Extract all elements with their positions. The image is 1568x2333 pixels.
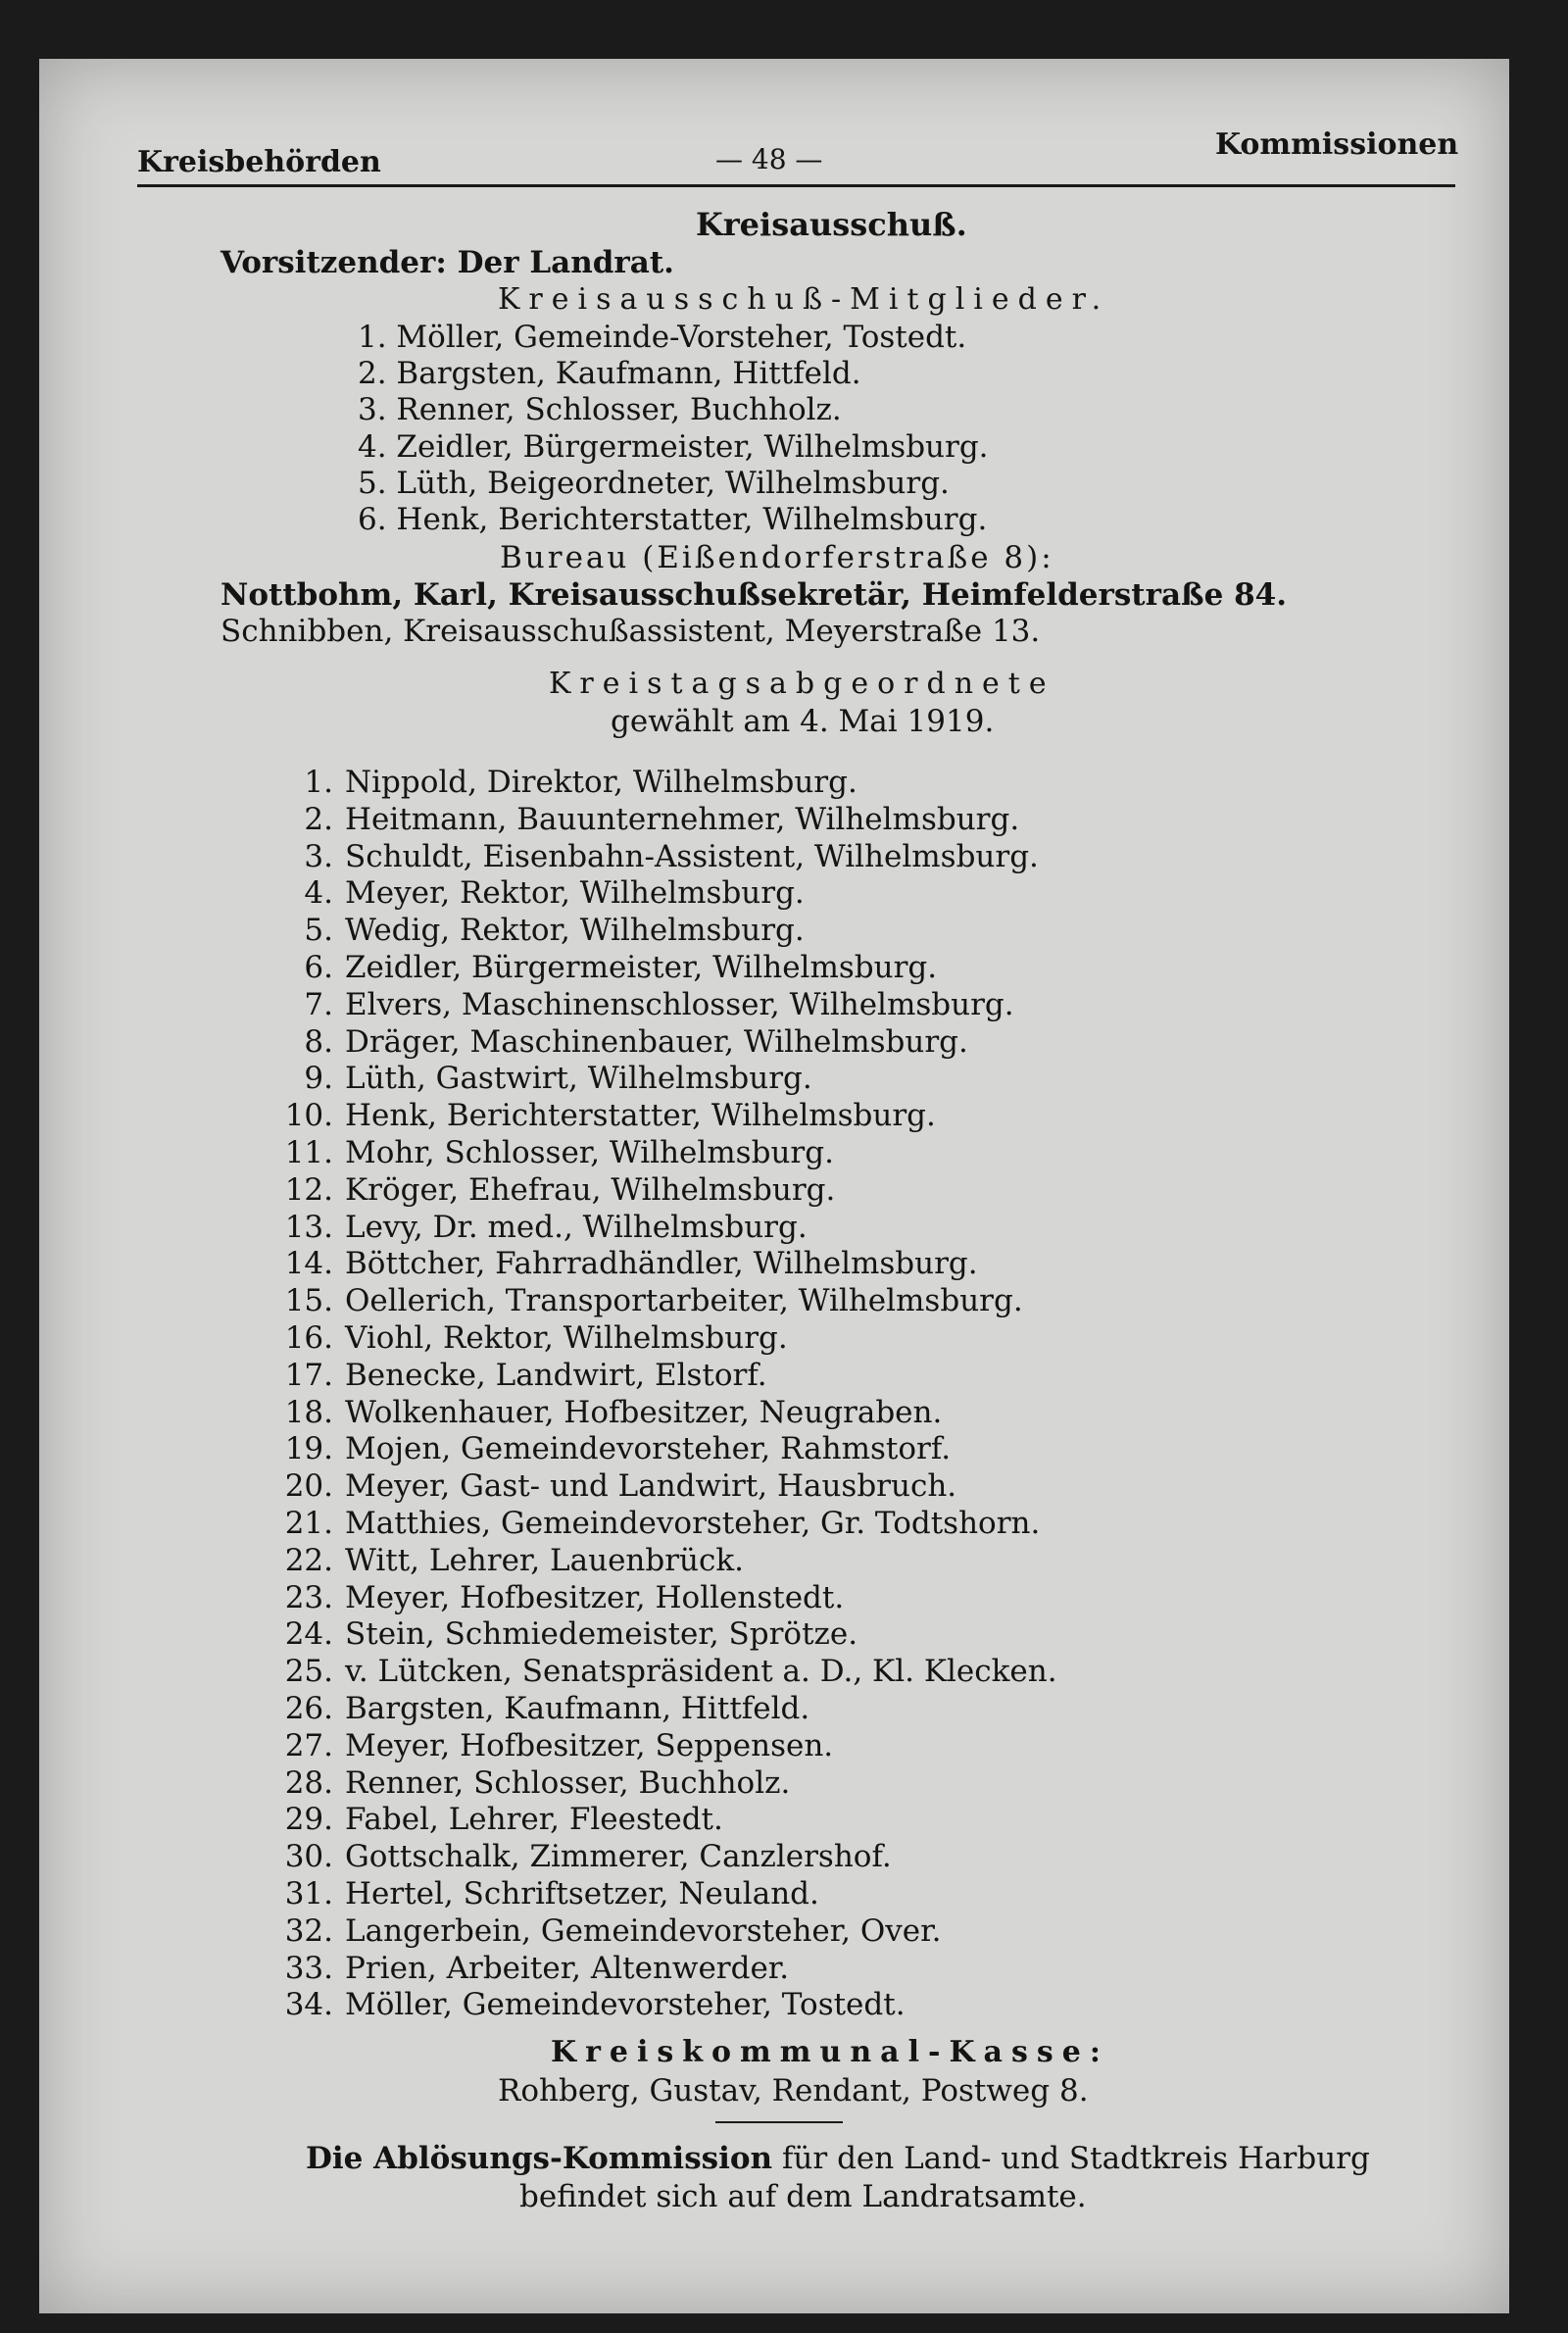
kreistag-member-row <box>267 1431 951 1466</box>
member-entry: Viohl, Rektor, Wilhelmsburg. <box>345 1320 788 1356</box>
member-number: 25. <box>284 1654 333 1690</box>
member-number: 14. <box>284 1246 333 1282</box>
footer-line-1 <box>306 2141 1370 2176</box>
kreistag-member-row <box>267 987 1014 1022</box>
member-number: 28. <box>284 1764 333 1801</box>
member-number: 16. <box>284 1320 333 1356</box>
kreistag-member-row <box>267 1395 942 1430</box>
member-entry: Dräger, Maschinenbauer, Wilhelmsburg. <box>345 1023 968 1060</box>
page-number: — 48 — <box>715 143 823 175</box>
kreistag-member-row <box>267 1765 790 1801</box>
member-entry: Zeidler, Bürgermeister, Wilhelmsburg. <box>345 950 938 985</box>
member-entry: Wolkenhauer, Hofbesitzer, Neugraben. <box>345 1394 943 1430</box>
member-entry: Meyer, Hofbesitzer, Seppensen. <box>345 1727 834 1763</box>
kreistag-member-list <box>267 765 1247 2039</box>
member-number: 6. <box>304 950 333 985</box>
member-entry: Mohr, Schlosser, Wilhelmsburg. <box>345 1135 834 1170</box>
member-number: 9. <box>304 1061 333 1097</box>
kreistag-member-row <box>267 1468 956 1504</box>
member-number: 11. <box>284 1135 333 1170</box>
kreistag-member-row <box>267 950 937 985</box>
member-number: 32. <box>284 1912 333 1949</box>
kreistag-member-row <box>267 1506 1040 1541</box>
running-head-left: Kreisbehörden <box>137 145 381 179</box>
member-line: 6. Henk, Berichterstatter, Wilhelmsburg. <box>358 502 988 537</box>
member-number: 27. <box>284 1727 333 1763</box>
member-entry: Henk, Berichterstatter, Wilhelmsburg. <box>345 1098 936 1134</box>
member-number: 19. <box>284 1431 333 1467</box>
bureau-title: Bureau (Eißendorferstraße 8): <box>500 540 1054 575</box>
kreistag-member-row <box>267 1210 808 1245</box>
kreistag-member-row <box>267 1654 1057 1689</box>
commission-name: Die Ablösungs-Kommission <box>306 2141 773 2176</box>
member-number: 29. <box>284 1802 333 1838</box>
kasse-line: Rohberg, Gustav, Rendant, Postweg 8. <box>498 2073 1089 2109</box>
member-number: 31. <box>284 1876 333 1911</box>
member-entry: Oellerich, Transportarbeiter, Wilhelmsburg. <box>345 1283 1023 1319</box>
member-number: 18. <box>284 1394 333 1430</box>
member-number: 12. <box>284 1171 333 1208</box>
kreistag-member-row <box>267 1728 833 1763</box>
member-number: 26. <box>284 1691 333 1726</box>
member-number: 15. <box>284 1283 333 1319</box>
member-entry: Witt, Lehrer, Lauenbrück. <box>345 1542 745 1578</box>
kreistag-member-row <box>267 913 805 948</box>
member-entry: Lüth, Gastwirt, Wilhelmsburg. <box>345 1061 812 1097</box>
member-entry: Renner, Schlosser, Buchholz. <box>345 1764 791 1801</box>
member-number: 24. <box>284 1616 333 1653</box>
member-number: 3. <box>304 838 333 874</box>
member-entry: Schuldt, Eisenbahn-Assistent, Wilhelmsburg. <box>345 838 1039 874</box>
member-entry: Böttcher, Fahrradhändler, Wilhelmsburg. <box>345 1246 978 1282</box>
member-line: 4. Zeidler, Bürgermeister, Wilhelmsburg. <box>358 429 989 465</box>
member-entry: Prien, Arbeiter, Altenwerder. <box>345 1950 790 1986</box>
kreistag-title: Kreistagsabgeordnete <box>549 667 1055 701</box>
member-entry: Wedig, Rektor, Wilhelmsburg. <box>345 913 805 949</box>
member-number: 4. <box>304 875 333 912</box>
separator-rule <box>715 2121 843 2123</box>
kreistag-member-row <box>267 1691 809 1726</box>
kreistag-member-row <box>267 1172 835 1208</box>
member-entry: Mojen, Gemeindevorsteher, Rahmstorf. <box>345 1431 952 1467</box>
member-entry: Meyer, Gast- und Landwirt, Hausbruch. <box>345 1468 957 1505</box>
member-number: 34. <box>284 1987 333 2023</box>
member-number: 7. <box>304 986 333 1022</box>
bureau-line: Schnibben, Kreisausschußassistent, Meyerstraße 13. <box>220 614 1041 649</box>
footer-line-1-rest: für den Land- und Stadtkreis Harburg <box>772 2141 1370 2176</box>
section-title-kreisausschuss: Kreisausschuß. <box>696 206 967 243</box>
member-number: 2. <box>304 801 333 837</box>
member-entry: Langerbein, Gemeindevorsteher, Over. <box>345 1912 942 1949</box>
chair-line: Vorsitzender: Der Landrat. <box>220 245 674 280</box>
member-number: 17. <box>284 1357 333 1393</box>
member-entry: Matthies, Gemeindevorsteher, Gr. Todtshorn. <box>345 1506 1041 1541</box>
member-line: 2. Bargsten, Kaufmann, Hittfeld. <box>358 356 861 391</box>
member-number: 20. <box>284 1468 333 1505</box>
footer-line-2: befindet sich auf dem Landratsamte. <box>519 2179 1087 2214</box>
member-entry: Levy, Dr. med., Wilhelmsburg. <box>345 1209 808 1245</box>
kreistag-member-row <box>267 1802 723 1837</box>
member-number: 8. <box>304 1023 333 1060</box>
member-entry: v. Lütcken, Senatspräsident a. D., Kl. Klecken. <box>345 1654 1057 1690</box>
member-number: 13. <box>284 1209 333 1245</box>
running-head-right: Kommissionen <box>1215 127 1459 162</box>
kreistag-member-row <box>267 1951 789 1986</box>
member-entry: Elvers, Maschinenschlosser, Wilhelmsburg. <box>345 986 1014 1022</box>
kreistag-member-row <box>267 1543 744 1578</box>
member-entry: Fabel, Lehrer, Fleestedt. <box>345 1802 723 1838</box>
kreistag-member-row <box>267 1024 968 1060</box>
bureau-line: Nottbohm, Karl, Kreisausschußsekretär, Heimfelderstraße 84. <box>220 577 1288 613</box>
kreistag-member-row <box>267 875 805 911</box>
kreistag-member-row <box>267 1320 788 1356</box>
member-number: 22. <box>284 1542 333 1578</box>
member-entry: Benecke, Landwirt, Elstorf. <box>345 1357 767 1393</box>
kreistag-member-row <box>267 802 1019 837</box>
members-title: Kreisausschuß-Mitglieder. <box>498 282 1110 317</box>
member-entry: Meyer, Hofbesitzer, Hollenstedt. <box>345 1579 845 1615</box>
kreistag-member-row <box>267 1987 906 2022</box>
kreistag-member-row <box>267 1876 819 1911</box>
kreistag-member-row <box>267 1283 1023 1318</box>
member-number: 5. <box>304 913 333 949</box>
member-number: 10. <box>284 1098 333 1134</box>
member-entry: Heitmann, Bauunternehmer, Wilhelmsburg. <box>345 801 1020 837</box>
kasse-title: Kreiskommunal-Kasse: <box>551 2035 1109 2069</box>
member-entry: Stein, Schmiedemeister, Sprötze. <box>345 1616 858 1653</box>
kreistag-member-row <box>267 765 858 800</box>
member-entry: Bargsten, Kaufmann, Hittfeld. <box>345 1691 810 1726</box>
member-entry: Möller, Gemeindevorsteher, Tostedt. <box>345 1987 906 2023</box>
document-page <box>39 59 1509 2313</box>
member-line: 3. Renner, Schlosser, Buchholz. <box>358 392 842 427</box>
kreistag-member-row <box>267 1246 978 1281</box>
member-entry: Meyer, Rektor, Wilhelmsburg. <box>345 875 805 912</box>
member-number: 23. <box>284 1579 333 1615</box>
member-entry: Gottschalk, Zimmerer, Canzlershof. <box>345 1839 892 1875</box>
kreistag-member-row <box>267 1135 834 1170</box>
member-entry: Nippold, Direktor, Wilhelmsburg. <box>345 765 858 800</box>
kreistag-member-row <box>267 1839 892 1874</box>
member-number: 33. <box>284 1950 333 1986</box>
kreistag-member-row <box>267 1913 941 1949</box>
member-number: 1. <box>304 765 333 800</box>
kreistag-member-row <box>267 839 1039 874</box>
kreistag-member-row <box>267 1358 767 1393</box>
kreistag-member-row <box>267 1580 844 1615</box>
kreistag-member-row <box>267 1616 858 1652</box>
member-line: 5. Lüth, Beigeordneter, Wilhelmsburg. <box>358 466 950 501</box>
kreistag-member-row <box>267 1061 812 1096</box>
header-rule <box>137 184 1455 187</box>
member-entry: Kröger, Ehefrau, Wilhelmsburg. <box>345 1171 836 1208</box>
member-number: 21. <box>284 1506 333 1541</box>
kreistag-subtitle: gewählt am 4. Mai 1919. <box>611 704 995 739</box>
member-number: 30. <box>284 1839 333 1875</box>
member-entry: Hertel, Schriftsetzer, Neuland. <box>345 1876 819 1911</box>
kreistag-member-row <box>267 1098 936 1133</box>
member-line: 1. Möller, Gemeinde-Vorsteher, Tostedt. <box>358 320 967 355</box>
